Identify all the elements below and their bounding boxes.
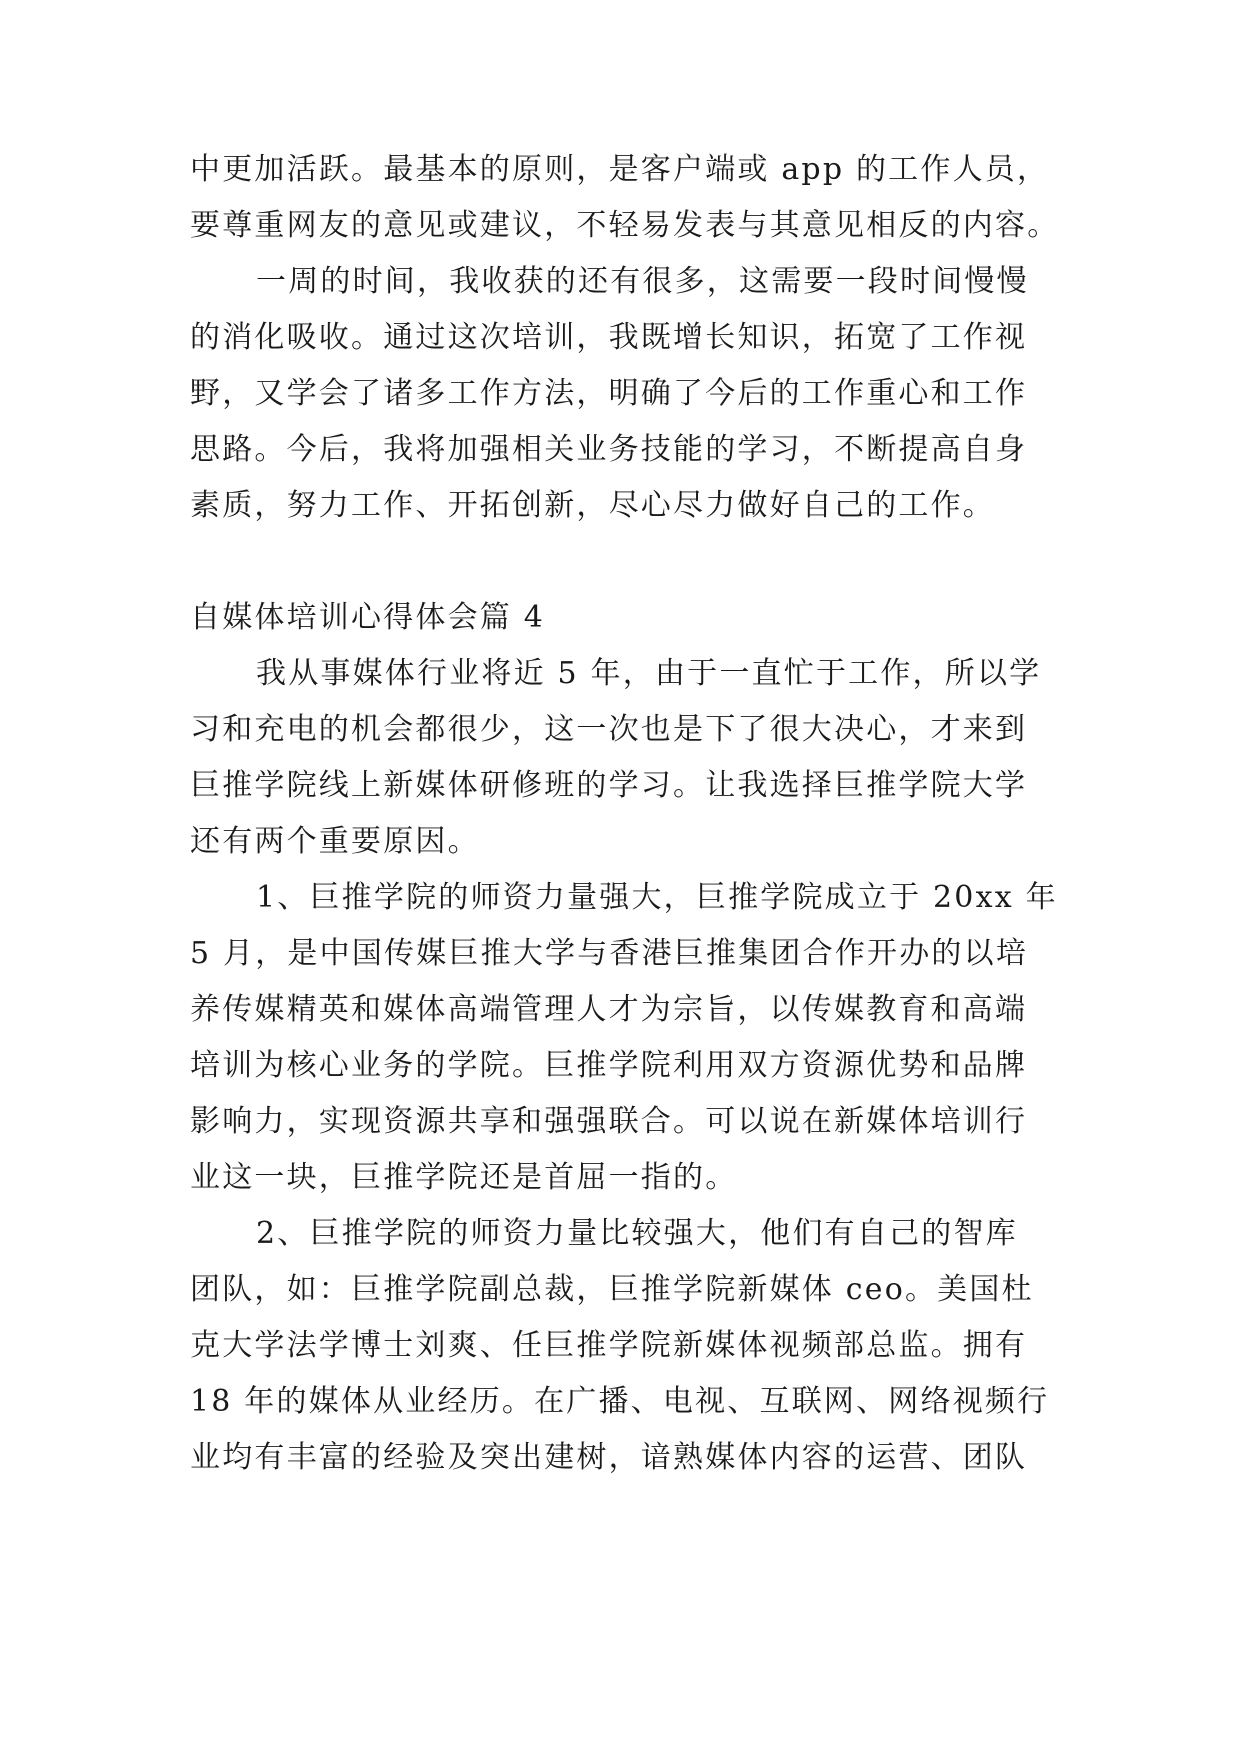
- paragraph-line: 1、巨推学院的师资力量强大，巨推学院成立于 20xx 年: [256, 880, 1058, 915]
- paragraph-line: 野，又学会了诸多工作方法，明确了今后的工作重心和工作: [190, 376, 1028, 411]
- paragraph-line: 习和充电的机会都很少，这一次也是下了很大决心，才来到: [190, 712, 1028, 747]
- paragraph-line: 中更加活跃。最基本的原则，是客户端或 app 的工作人员，: [190, 152, 1050, 187]
- paragraph-line: 的消化吸收。通过这次培训，我既增长知识，拓宽了工作视: [190, 320, 1028, 355]
- paragraph-line: 养传媒精英和媒体高端管理人才为宗旨，以传媒教育和高端: [190, 992, 1028, 1027]
- paragraph-line: 克大学法学博士刘爽、任巨推学院新媒体视频部总监。拥有: [190, 1328, 1028, 1363]
- paragraph-line: 团队，如：巨推学院副总裁，巨推学院新媒体 ceo。美国杜: [190, 1272, 1034, 1307]
- paragraph-line: 一周的时间，我收获的还有很多，这需要一段时间慢慢: [256, 264, 1029, 299]
- paragraph-line: 5 月，是中国传媒巨推大学与香港巨推集团合作开办的以培: [190, 936, 1029, 971]
- paragraph-line: 影响力，实现资源共享和强强联合。可以说在新媒体培训行: [190, 1104, 1028, 1139]
- paragraph-line: 素质，努力工作、开拓创新，尽心尽力做好自己的工作。: [190, 488, 995, 523]
- paragraph-line: 2、巨推学院的师资力量比较强大，他们有自己的智库: [256, 1216, 1018, 1251]
- paragraph-line: 还有两个重要原因。: [190, 824, 480, 859]
- paragraph-line: 思路。今后，我将加强相关业务技能的学习，不断提高自身: [190, 432, 1028, 467]
- paragraph-line: 培训为核心业务的学院。巨推学院利用双方资源优势和品牌: [190, 1048, 1028, 1083]
- paragraph-line: 18 年的媒体从业经历。在广播、电视、互联网、网络视频行: [190, 1384, 1050, 1419]
- paragraph-line: 我从事媒体行业将近 5 年，由于一直忙于工作，所以学: [256, 656, 1042, 691]
- section-title: 自媒体培训心得体会篇 4: [190, 600, 546, 635]
- paragraph-line: 巨推学院线上新媒体研修班的学习。让我选择巨推学院大学: [190, 768, 1028, 803]
- paragraph-line: 要尊重网友的意见或建议，不轻易发表与其意见相反的内容。: [190, 208, 1060, 243]
- paragraph-line: 业这一块，巨推学院还是首屈一指的。: [190, 1160, 738, 1195]
- paragraph-line: 业均有丰富的经验及突出建树，谙熟媒体内容的运营、团队: [190, 1440, 1028, 1475]
